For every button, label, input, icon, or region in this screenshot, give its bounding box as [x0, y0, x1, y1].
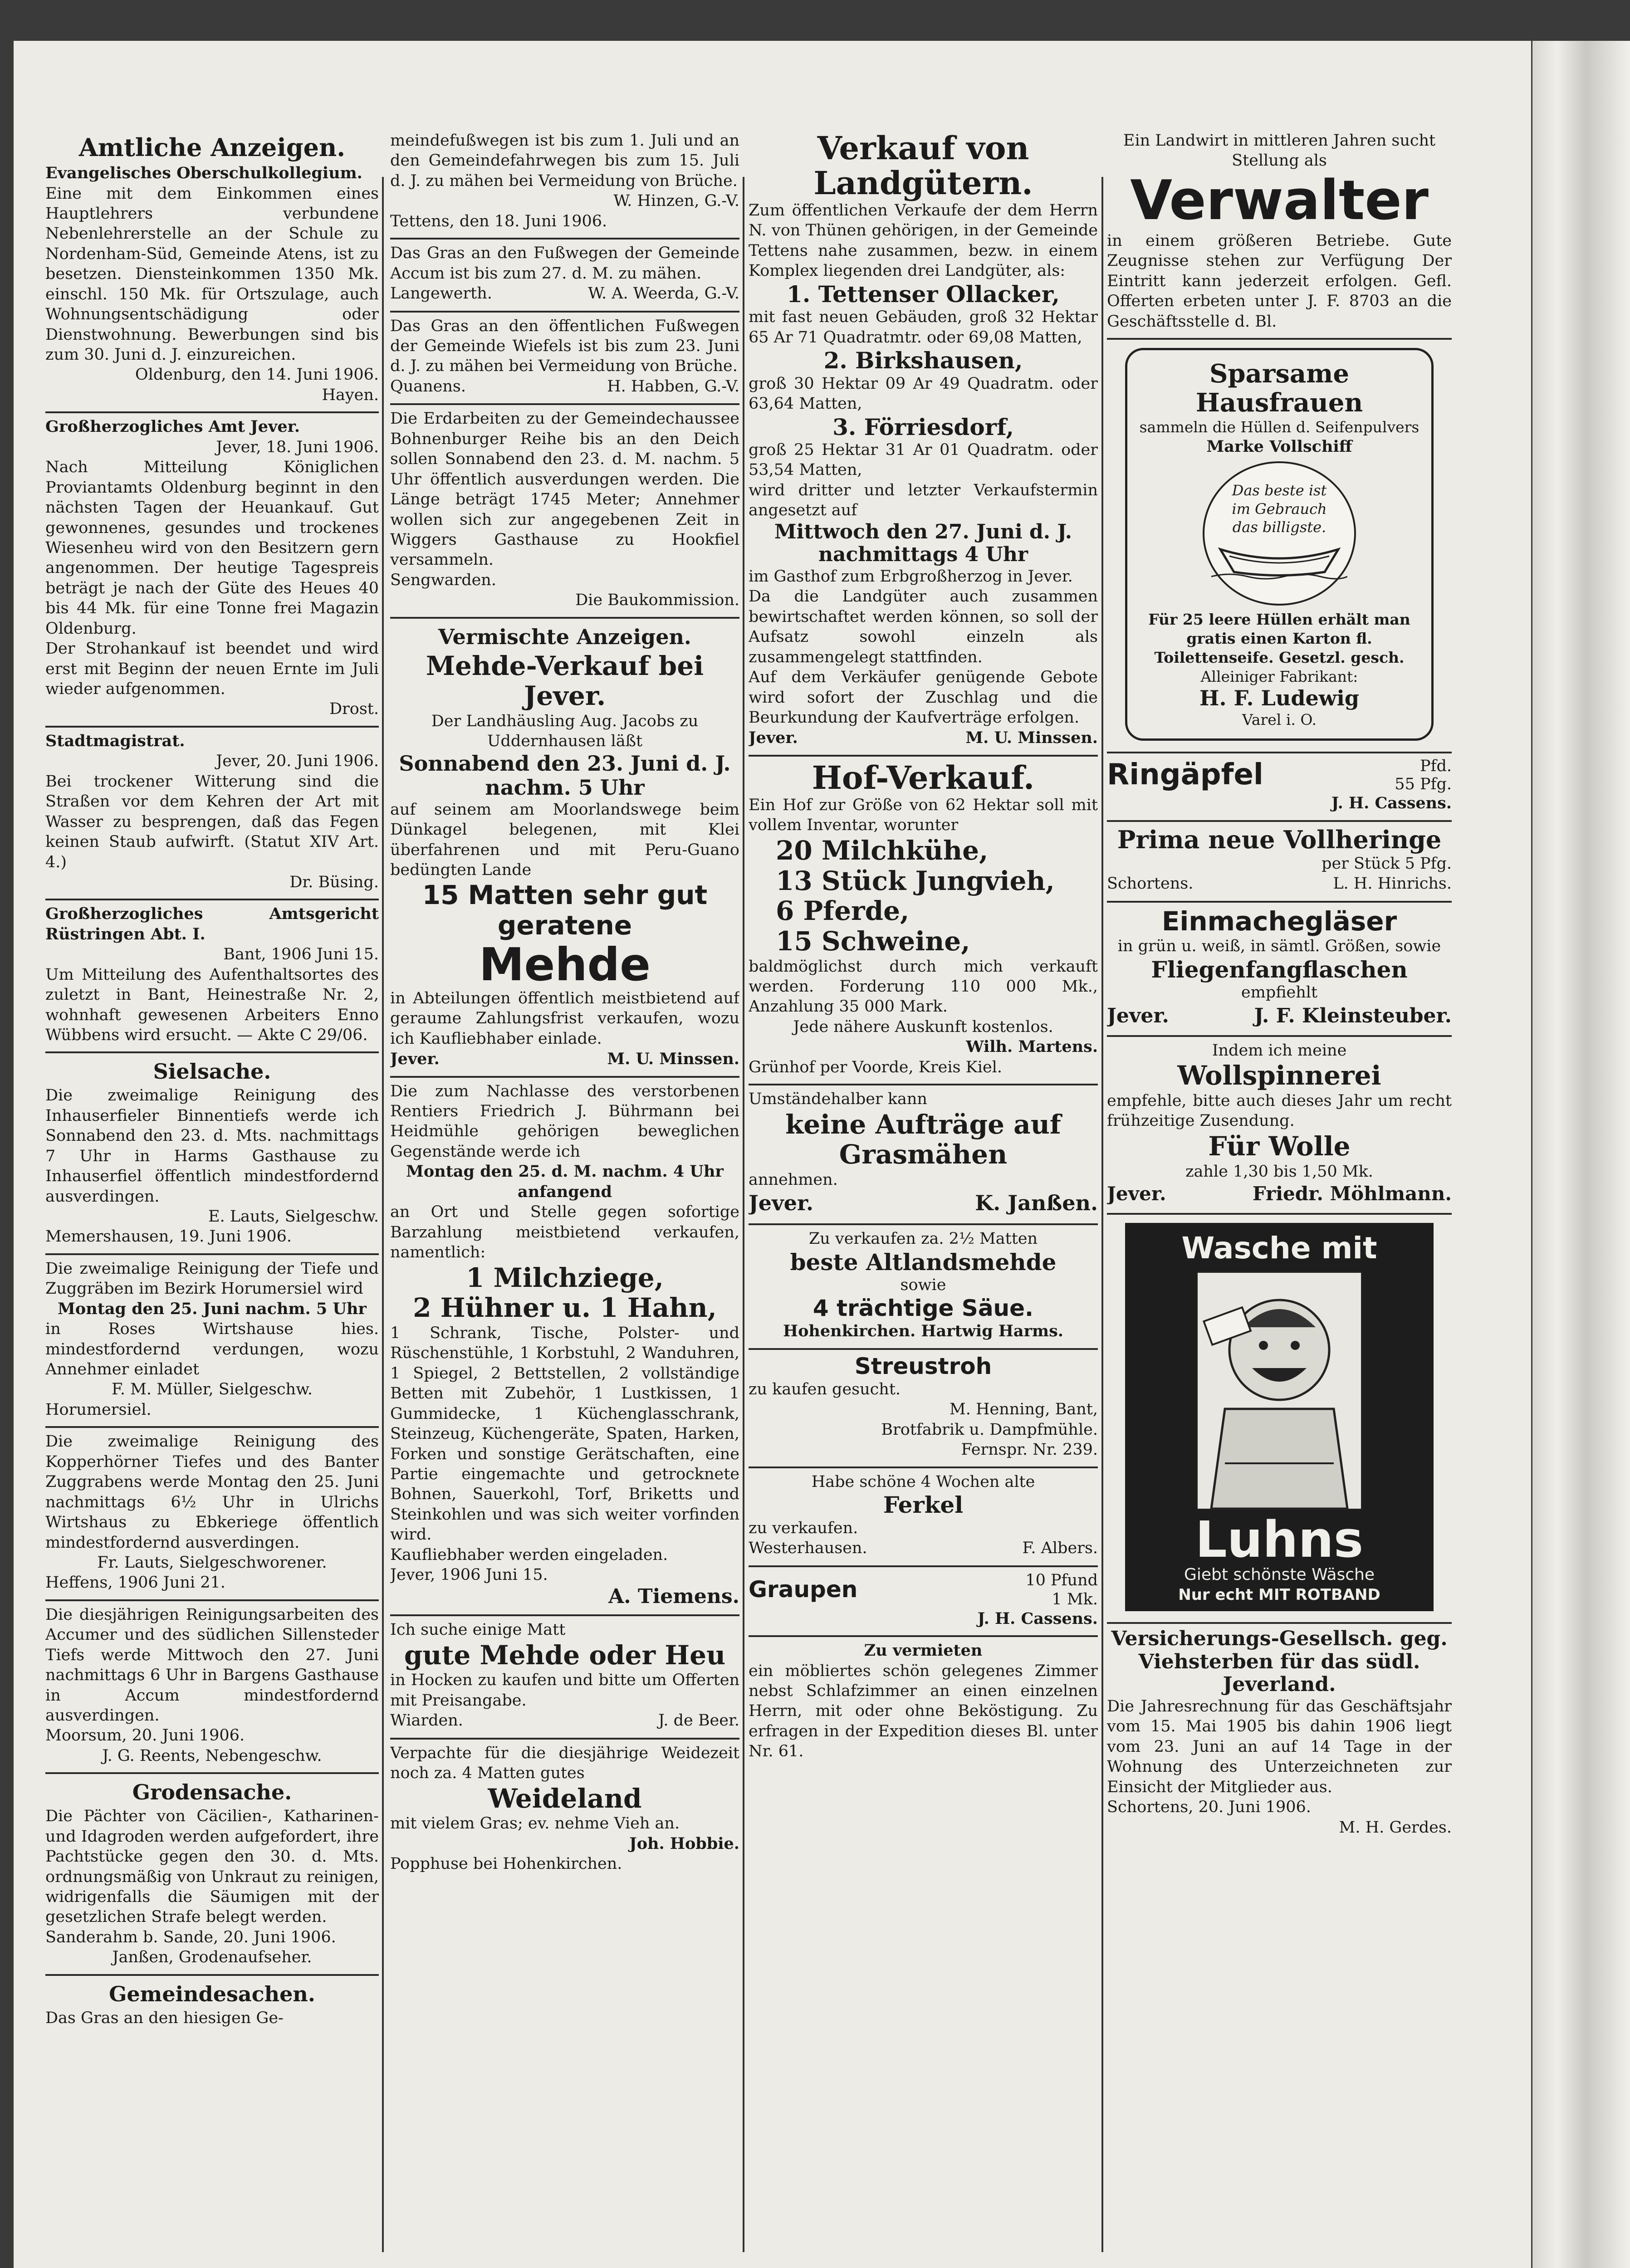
column-2 — [390, 127, 739, 2257]
ad-suche-mehde — [390, 1616, 739, 1740]
ad-item: 1 Milchziege, — [466, 1262, 664, 1293]
notice-text: Nach Mitteilung Königlichen Proviantamts Oldenburg beginnt in den nächsten Tagen der Heuankauf. Gut gewonnenes, gesundes und trockenes Wiesenheu wird von den Besitzern gern angenommen. Der heutige Tagespreis beträgt je nach der Güte des Heues 40 bis 44 Mk. für eine Tonne frei Magazin Oldenburg. — [45, 458, 379, 638]
ad-text: Da die Landgüter auch zusammen bewirtschaftet werden können, so soll der Aufsatz sowohl einzeln als zusammengelegt stattfinden. — [749, 587, 1098, 666]
newspaper-page — [14, 41, 1531, 2268]
ad-big-text: 4 trächtige Säue. — [813, 1295, 1034, 1321]
ad-slogan: Giebt schönste Wäsche — [1184, 1565, 1375, 1584]
notice-signature: Fr. Lauts, Sielgeschworener. — [97, 1553, 327, 1572]
notice-date: Bant, 1906 Juni 15. — [223, 945, 379, 964]
ad-price: per Stück 5 Pfg. — [1322, 854, 1452, 873]
ad-big-text: Prima neue Vollheringe — [1117, 825, 1442, 854]
ad-text: Ein Landwirt in mittleren Jahren sucht Stellung als — [1123, 132, 1436, 170]
ad-big-text: Mehde — [479, 938, 651, 991]
ad-altlandsmehde — [749, 1225, 1098, 1349]
notice-kopperhoern — [45, 1428, 379, 1601]
ad-text: Kaufliebhaber werden eingeladen. — [390, 1545, 668, 1564]
ad-price: 10 Pfund — [1025, 1571, 1098, 1589]
ad-item: 1. Tettenser Ollacker, — [787, 280, 1060, 308]
ad-text: sammeln die Hüllen d. Seifenpulvers — [1139, 418, 1420, 436]
ad-text: zu kaufen gesucht. — [749, 1380, 901, 1399]
notice-org: Evangelisches Oberschulkollegium. — [45, 164, 362, 183]
ad-weideland — [390, 1740, 739, 1881]
notice-accum-gras — [390, 240, 739, 312]
ad-text: Der Landhäusling Aug. Jacobs zu Uddernhausen läßt — [431, 712, 699, 751]
notice-date-bold: Montag den 25. Juni nachm. 5 Uhr — [58, 1299, 367, 1318]
ad-text: Zum öffentlichen Verkaufe der dem Herrn N. von Thünen gehörigen, in der Gemeinde Tettens nahe zusammen, bezw. in einem Komplex liegenden drei Landgüter, als: — [749, 201, 1098, 280]
ad-price: 1 Mk. — [1052, 1590, 1098, 1608]
notice-stadtmagistrat — [45, 728, 379, 901]
ad-signature: M. H. Gerdes. — [1339, 1818, 1452, 1837]
notice-text: Die zweimalige Reinigung des Kopperhörner Tiefes und des Banter Zuggrabens werde Montag den 25. Juni nachmittags 6½ Uhr in Ulrichs Wirtshaus zu Ebkeriege öffentlich mindestfordernd ausverdingen. — [45, 1432, 379, 1552]
ad-wollspinnerei — [1107, 1037, 1452, 1215]
notice-wiefels — [390, 313, 739, 406]
notice-org: Großherzogliches Amtsgericht Rüstringen Abt. I. — [45, 904, 379, 943]
ad-text: empfehle, bitte auch dieses Jahr um recht frühzeitige Zusendung. — [1107, 1091, 1452, 1130]
ad-text: zahle 1,30 bis 1,50 Mk. — [1185, 1162, 1373, 1181]
ad-signature: M. Henning, Bant, — [949, 1400, 1098, 1419]
laughing-boy-illustration — [1196, 1271, 1362, 1510]
notice-text: Das Gras an den Fußwegen der Gemeinde Accum ist bis zum 27. d. M. zu mähen. — [390, 244, 739, 283]
ad-text: Ich suche einige Matt — [390, 1621, 566, 1639]
ad-ringaepfel — [1107, 753, 1452, 822]
ad-text: Für 25 leere Hüllen erhält man gratis einen Karton fl. Toilettenseife. Gesetzl. gesch. — [1148, 611, 1410, 666]
ad-mehde-verkauf — [390, 619, 739, 1078]
ad-text: ein möbliertes schön gelegenes Zimmer nebst Schlafzimmer an einen einzelnen Herrn, mit oder ohne Beköstigung. Zu erfragen in der Expedition dieses Bl. unter Nr. 61. — [749, 1662, 1098, 1761]
ad-text: Ein Hof zur Größe von 62 Hektar soll mit vollem Inventar, worunter — [749, 796, 1098, 835]
ad-text: sowie — [900, 1276, 946, 1295]
ad-big-text: Einmachegläser — [1161, 905, 1397, 937]
ship-icon — [1211, 522, 1347, 581]
ad-ferkel — [749, 1468, 1098, 1567]
notice-signature: W. A. Weerda, G.-V. — [588, 284, 739, 303]
ad-text: empfiehlt — [1241, 983, 1318, 1002]
ad-text: mit vielem Gras; ev. nehme Vieh an. — [390, 1814, 680, 1833]
ad-text: mit fast neuen Gebäuden, groß 32 Hektar 65 Ar 71 Quadratmtr. oder 69,08 Matten, — [749, 308, 1098, 347]
notice-signature: F. M. Müller, Sielgeschw. — [111, 1380, 313, 1399]
ad-luhns — [1107, 1215, 1452, 1624]
ad-place: Jever. — [1107, 1182, 1166, 1205]
ad-place: Jever. — [749, 1191, 814, 1216]
notice-signature: Hayen. — [322, 386, 379, 404]
ad-text: 1 Schrank, Tische, Polster- und Rüschenstühle, 1 Korbstuhl, 2 Wanduhren, 1 Spiegel, 2 Bettstellen, 2 vollständige Betten mit Zubehör, 1 Lustkissen, 1 Gummidecke, 1 Küchenglasschrank, Steinzeug, Küchengeräte, Spaten, Harken, Forken und sonstige Gerätschaften, eine Partie eingemachte und getrocknete Bohnen, Sauerkohl, Torf, Briketts und Steinkohlen und was sich weiter vorfinden wird. — [390, 1324, 739, 1544]
ad-text: Jede nähere Auskunft kostenlos. — [793, 1017, 1053, 1036]
notice-text: Bei trockener Witterung sind die Straßen vor dem Kehren der Art mit Wasser zu besprengen, daß das Fegen keinen Staub aufwirft. (Statut XIV Art. 4.) — [45, 772, 379, 871]
ad-big-text: keine Aufträge auf Grasmähen — [785, 1109, 1061, 1170]
ad-place: Grünhof per Voorde, Kreis Kiel. — [749, 1058, 1002, 1076]
notice-signature: Drost. — [329, 700, 379, 719]
ad-date-bold: Mittwoch den 27. Juni d. J. nachmittags 4 Uhr — [774, 520, 1072, 567]
notice-date: Moorsum, 20. Juni 1906. — [45, 1726, 245, 1745]
ad-text: Verpachte für die diesjährige Weidezeit noch za. 4 Matten gutes — [390, 1744, 739, 1783]
ad-text: in Abteilungen öffentlich meistbietend auf geraume Zahlungsfrist verkaufen, wozu ich Kaufliebhaber einlade. — [390, 989, 739, 1048]
ad-text: Indem ich meine — [1212, 1041, 1347, 1060]
ad-item: 2. Birkshausen, — [823, 347, 1023, 374]
notice-date: Tettens, den 18. Juni 1906. — [390, 212, 607, 230]
ad-slogan: Das beste ist im Gebrauch das billigste. — [1232, 482, 1327, 536]
column-divider — [743, 177, 744, 2252]
luhns-ad-panel — [1125, 1223, 1434, 1612]
ad-maker: H. F. Ludewig — [1199, 685, 1359, 710]
ad-text: groß 30 Hektar 09 Ar 49 Quadratm. oder 63,64 Matten, — [749, 374, 1098, 413]
notice-signature: E. Lauts, Sielgeschw. — [208, 1207, 379, 1226]
notice-tettens — [390, 127, 739, 240]
ad-headline: Sparsame Hausfrauen — [1195, 359, 1363, 418]
ad-text: auf seinem am Moorlandswege beim Dünkagel belegenen, mit Klei überfahrenen und mit Peru-Guano bedüngten Lande — [390, 800, 739, 879]
ad-text: groß 25 Hektar 31 Ar 01 Quadratm. oder 53,54 Matten, — [749, 441, 1098, 479]
notice-date: Sanderahm b. Sande, 20. Juni 1906. — [45, 1928, 336, 1946]
column-1 — [45, 127, 379, 2257]
notice-text: Um Mitteilung des Aufenthaltsortes des zuletzt in Bant, Heinestraße Nr. 2, wohnhaft gewesenen Arbeiters Enno Wübbens wird ersucht. — Akte C 29/06. — [45, 965, 379, 1045]
ad-grasmaehen — [749, 1085, 1098, 1225]
notice-text: Die zweimalige Reinigung der Tiefe und Zuggräben im Bezirk Horumersiel wird — [45, 1259, 379, 1298]
ad-text: in Hocken zu kaufen und bitte um Offerten mit Preisangabe. — [390, 1671, 739, 1710]
notice-versicherung — [1107, 1624, 1452, 1844]
ad-item: 20 Milchkühe, — [776, 835, 989, 866]
notice-amtsgericht — [45, 900, 379, 1053]
ad-brand: Marke Vollschiff — [1206, 437, 1352, 456]
ad-place: Jever. — [749, 728, 798, 748]
notice-oberschulkollegium — [45, 127, 379, 413]
section-title-amtliche: Amtliche Anzeigen. — [78, 133, 346, 162]
ad-item: 6 Pferde, — [776, 895, 910, 927]
ad-headline: Mehde-Verkauf bei Jever. — [426, 650, 704, 712]
notice-place: Langewerth. — [390, 284, 492, 303]
notice-signature: W. Hinzen, G.-V. — [613, 192, 739, 210]
notice-date: Heffens, 1906 Juni 21. — [45, 1574, 225, 1592]
ad-place: Popphuse bei Hohenkirchen. — [390, 1855, 622, 1873]
ad-big-text: beste Altlandsmehde — [790, 1248, 1057, 1276]
notice-date: Oldenburg, den 14. Juni 1906. — [135, 366, 379, 384]
ad-illustrated-box — [1125, 348, 1434, 741]
ad-text: in einem größeren Betriebe. Gute Zeugnisse stehen zur Verfügung Der Eintritt kann jederzeit erfolgen. Gefl. Offerten erbeten unter J. F. 8703 an die Geschäftsstelle d. Bl. — [1107, 231, 1452, 331]
ad-verwalter — [1107, 127, 1452, 340]
ad-big-text: gute Mehde oder Heu — [404, 1639, 726, 1671]
ad-big-text: Weideland — [488, 1783, 642, 1814]
ad-date-bold: Sonnabend den 23. Juni d. J. nachm. 5 Uhr — [399, 751, 731, 800]
ad-headline: Wasche mit — [1181, 1230, 1377, 1266]
ad-text: zu verkaufen. — [749, 1519, 858, 1537]
ad-text: Zu verkaufen za. 2½ Matten — [808, 1230, 1038, 1248]
page-edge — [1532, 41, 1630, 2268]
ad-big-text: 15 Matten sehr gut geratene — [422, 880, 708, 941]
notice-place: Sengwarden. — [390, 571, 496, 589]
ad-vollheringe — [1107, 822, 1452, 903]
notice-grodensache — [45, 1774, 379, 1975]
ad-big-text: Ferkel — [883, 1491, 964, 1519]
ad-einmachglaeser — [1107, 903, 1452, 1037]
notice-date: Jever, 20. Juni 1906. — [216, 752, 379, 771]
notice-place: Horumersiel. — [45, 1400, 152, 1419]
column-divider — [1101, 177, 1103, 2252]
ad-text: Alleiniger Fabrikant: — [1200, 667, 1358, 685]
ad-text: Die Jahresrechnung für das Geschäftsjahr vom 15. Mai 1905 bis dahin 1906 liegt vom 23. Juni an auf 14 Tage in der Wohnung des Unterzeichneten zur Einsicht der Mitglieder aus. — [1107, 1697, 1452, 1796]
notice-text: Die diesjährigen Reinigungsarbeiten des Accumer und des südlichen Sillensteder Tiefs werde Mittwoch den 27. Juni nachmittags 6 Uhr in Bargens Gasthause in Accum mindestfordernd ausverdingen. — [45, 1605, 379, 1725]
notice-accum — [45, 1601, 379, 1774]
ad-text: an Ort und Stelle gegen sofortige Barzahlung meistbietend verkaufen, namentlich: — [390, 1203, 739, 1262]
ad-big-text: Wollspinnerei — [1177, 1060, 1381, 1091]
notice-signature: J. G. Reents, Nebengeschw. — [102, 1746, 322, 1765]
ad-item: 13 Stück Jungvieh, — [776, 865, 1055, 896]
notice-date: Memershausen, 19. Juni 1906. — [45, 1227, 292, 1246]
ad-date-bold: Montag den 25. d. M. nachm. 4 Uhr anfangend — [406, 1162, 724, 1201]
ad-signature: Friedr. Möhlmann. — [1252, 1182, 1452, 1205]
notice-signature: Dr. Büsing. — [289, 873, 379, 891]
ad-signature: A. Tiemens. — [608, 1584, 739, 1608]
ad-item: 3. Förriesdorf, — [832, 413, 1014, 440]
ad-signature: Hohenkirchen. Hartwig Harms. — [783, 1322, 1063, 1341]
ad-date: Jever, 1906 Juni 15. — [390, 1566, 548, 1584]
ad-place: Jever. — [390, 1050, 440, 1069]
column-divider — [382, 177, 384, 2252]
ad-phone: Fernspr. Nr. 239. — [961, 1441, 1098, 1459]
notice-text: Eine mit dem Einkommen eines Hauptlehrers verbundene Nebenlehrerstelle an der Schule zu Nordenham-Süd, Gemeinde Atens, ist zu besetzen. Diensteinkommen 1350 Mk. einschl. 150 Mk. für Ortszulage, auch Wohnungsentschädigung oder Dienstwohnung. Bewerbungen sind bis zum 30. Juni d. J. einzureichen. — [45, 184, 379, 364]
ad-signature: J. H. Cassens. — [977, 1609, 1098, 1628]
boy-with-soap-icon — [1198, 1273, 1361, 1509]
ship-illustration — [1203, 461, 1356, 606]
ad-big-text: Für Wolle — [1208, 1130, 1351, 1162]
ad-headline: Hof-Verkauf. — [812, 758, 1035, 797]
notice-signature: Janßen, Grodenaufseher. — [112, 1948, 312, 1967]
ad-text: Auf dem Verkäufer genügende Gebote wird sofort der Zuschlag und die Beurkundung der Kaufverträge erfolgen. — [749, 668, 1098, 727]
notice-text: Die zweimalige Reinigung des Inhauserfieler Binnentiefs werde ich Sonnabend den 23. d. Mts. nachmittags 7 Uhr in Harms Gasthause zu Inhauserfiel öffentlich mindestfordernd ausverdingen. — [45, 1086, 379, 1206]
notice-org: Stadtmagistrat. — [45, 731, 185, 750]
ad-date: Schortens, 20. Juni 1906. — [1107, 1798, 1311, 1817]
ad-nachlass-buehrmann — [390, 1078, 739, 1617]
notice-text: Das Gras an den öffentlichen Fußwegen der Gemeinde Wiefels ist bis zum 23. Juni d. J. zu mähen bei Vermeidung von Brüche. — [390, 317, 739, 376]
ad-price: 55 Pfg. — [1395, 775, 1452, 793]
ad-big-text: Verwalter — [1130, 169, 1429, 232]
section-title: Sielsache. — [153, 1059, 271, 1084]
ad-sparsame-hausfrauen — [1107, 340, 1452, 753]
ad-signature: L. H. Hinrichs. — [1333, 875, 1452, 893]
notice-org: Großherzogliches Amt Jever. — [45, 417, 300, 436]
ad-slogan: Nur echt MIT ROTBAND — [1178, 1586, 1380, 1604]
ad-headline: Verkauf von Landgütern. — [813, 129, 1033, 202]
column-4 — [1107, 127, 1452, 2257]
ad-headline: Zu vermieten — [864, 1641, 983, 1660]
ad-item: 2 Hühner u. 1 Hahn, — [413, 1292, 717, 1324]
ad-hof-verkauf — [749, 757, 1098, 1085]
section-title: Gemeindesachen. — [109, 1981, 315, 2006]
ad-text: Habe schöne 4 Wochen alte — [811, 1472, 1035, 1491]
section-title-vermischte: Vermischte Anzeigen. — [438, 624, 691, 649]
ad-place: Schortens. — [1107, 875, 1194, 893]
notice-text: Der Strohankauf ist beendet und wird erst mit Beginn der neuen Ernte im Juli wieder aufgenommen. — [45, 640, 379, 699]
ad-text: Umständehalber kann — [749, 1090, 927, 1109]
ad-verkauf-landgueter — [749, 127, 1098, 757]
ad-place: Wiarden. — [390, 1711, 463, 1730]
ad-big-text: Streustroh — [854, 1353, 992, 1379]
ad-signature: Joh. Hobbie. — [629, 1834, 739, 1853]
ad-signature: J. de Beer. — [658, 1711, 739, 1730]
ad-text: in grün u. weiß, in sämtl. Größen, sowie — [1117, 937, 1441, 956]
notice-text: Die Erdarbeiten zu der Gemeindechaussee Bohnenburger Reihe bis an den Deich sollen Sonnabend den 23. d. M. nachm. 5 Uhr öffentlich ausverdungen werden. Die Länge beträgt 1745 Meter; Annehmer wollen sich zur angegebenen Zeit in Wiggers Gasthause zu Hookfiel versammeln. — [390, 410, 739, 569]
ad-price: Pfd. — [1420, 757, 1452, 775]
ad-text: wird dritter und letzter Verkaufstermin angesetzt auf — [749, 481, 1098, 520]
ad-text: annehmen. — [749, 1171, 838, 1189]
ad-text: baldmöglichst durch mich verkauft werden. Forderung 110 000 Mk., Anzahlung 35 000 Mark. — [749, 957, 1098, 1016]
ad-big-text: Fliegenfangflaschen — [1151, 956, 1408, 983]
notice-signature: Die Baukommission. — [575, 591, 739, 610]
ad-place: Varel i. O. — [1242, 710, 1317, 728]
ad-signature: M. U. Minssen. — [607, 1050, 739, 1069]
notice-signature: H. Habben, G.-V. — [607, 377, 739, 396]
ad-signature: Wilh. Martens. — [966, 1037, 1098, 1056]
ad-place: Jever. — [1107, 1004, 1169, 1027]
ad-place: Westerhausen. — [749, 1539, 867, 1558]
notice-date: Jever, 18. Juni 1906. — [216, 438, 379, 456]
notice-text: Die Pächter von Cäcilien-, Katharinen- und Idagroden werden aufgefordert, ihre Pachtstücke gegen den 30. d. Mts. ordnungsmäßig von Unkraut zu reinigen, widrigenfalls die Säumigen mit der gesetzlichen Strafe belegt werden. — [45, 1807, 379, 1926]
ad-signature: K. Janßen. — [975, 1191, 1098, 1216]
ad-big-text: Graupen — [749, 1576, 858, 1603]
section-title: Grodensache. — [132, 1780, 292, 1805]
ad-text: Die zum Nachlasse des verstorbenen Rentiers Friedrich J. Bührmann bei Heidmühle gehörigen beweglichen Gegenstände werde ich — [390, 1082, 739, 1161]
notice-horumersiel — [45, 1255, 379, 1428]
ad-signature: Brotfabrik u. Dampfmühle. — [881, 1420, 1098, 1439]
notice-amt-jever — [45, 413, 379, 728]
ad-signature: J. H. Cassens. — [1331, 794, 1452, 813]
notice-sielsache — [45, 1053, 379, 1255]
ad-headline: Versicherungs-Gesellsch. geg. Viehsterben für das südl. Jeverland. — [1111, 1627, 1448, 1696]
ad-text: im Gasthof zum Erbgroßherzog in Jever. — [749, 567, 1073, 586]
column-3 — [749, 127, 1098, 2257]
ad-brand: Luhns — [1195, 1510, 1364, 1569]
ad-signature: J. F. Kleinsteuber. — [1254, 1004, 1452, 1027]
ad-signature: F. Albers. — [1022, 1539, 1098, 1558]
notice-erdarbeiten — [390, 405, 739, 618]
ad-graupen — [749, 1567, 1098, 1637]
notice-text: Das Gras an den hiesigen Ge- — [45, 2009, 284, 2027]
notice-gemeindesachen — [45, 1976, 379, 2034]
ad-streustroh — [749, 1350, 1098, 1468]
notice-text: in Roses Wirtshause hies. mindestfordernd verdungen, wozu Annehmer einladet — [45, 1320, 379, 1379]
ad-zu-vermieten — [749, 1637, 1098, 1768]
notice-place: Quanens. — [390, 377, 466, 396]
notice-text: meindefußwegen ist bis zum 1. Juli und an den Gemeindefahrwegen bis zum 15. Juli d. J. zu mähen bei Vermeidung von Brüche. — [390, 132, 739, 190]
ad-big-text: Ringäpfel — [1107, 758, 1263, 792]
ad-signature: M. U. Minssen. — [965, 728, 1098, 748]
ad-item: 15 Schweine, — [776, 925, 970, 957]
